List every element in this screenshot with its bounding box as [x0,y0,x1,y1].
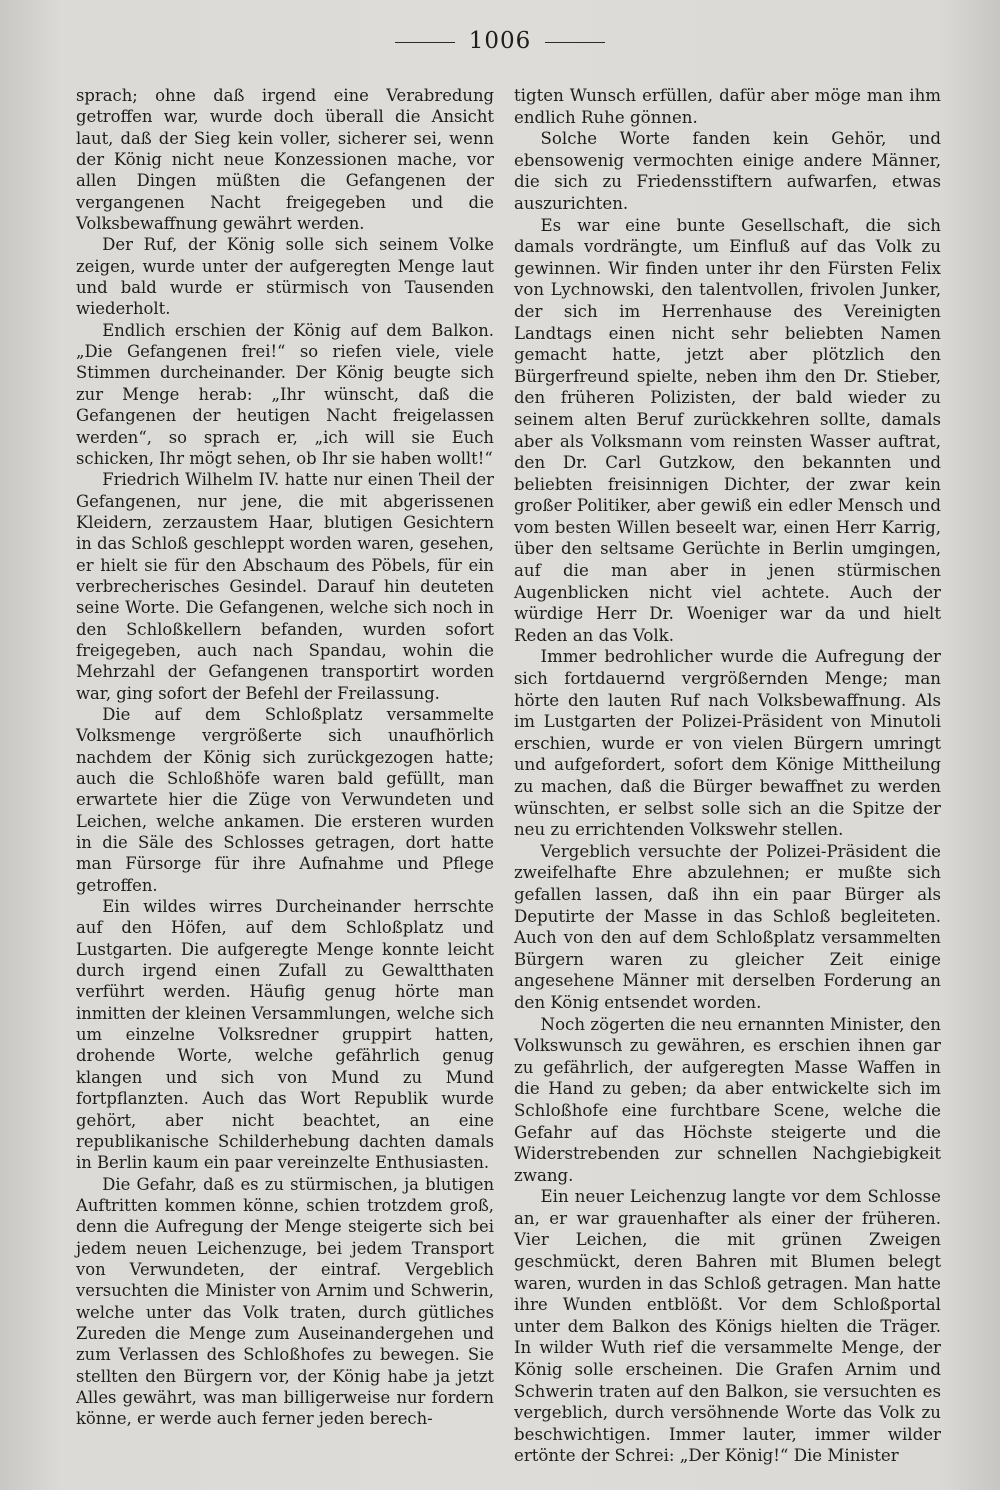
page-number: 1006 [468,28,532,54]
paragraph: Solche Worte fanden kein Gehör, und ebensowenig vermochten einige andere Männer, die sich zu Friedensstiftern aufwarfen, etwas auszurichten. [514,129,941,213]
header-rule-right [545,42,605,43]
paragraph: Der Ruf, der König solle sich seinem Volke zeigen, wurde unter der aufgeregten Menge laut und bald wurde er stürmisch von Tausenden wiederholt. [76,235,494,319]
header-rule-left [395,42,455,43]
paragraph: Endlich erschien der König auf dem Balkon. „Die Gefangenen frei!“ so riefen viele, viele Stimmen durcheinander. Der König beugte sich zur Menge herab: „Ihr wünscht, daß die Gefangenen der heutigen Nacht freigelassen werden“, so sprach er, „ich will sie Euch schicken, Ihr mögt sehen, ob Ihr sie haben wollt!“ [76,320,494,468]
left-column [76,85,494,1430]
paragraph: Es war eine bunte Gesellschaft, die sich damals vordrängte, um Einfluß auf das Volk zu gewinnen. Wir finden unter ihr den Fürsten Felix von Lychnowski, den talentvollen, frivolen Junker, der sich im Herrenhause des Vereinigten Landtags einen nicht sehr beliebten Namen gemacht hatte, jetzt aber plötzlich den Bürgerfreund spielte, neben ihm den Dr. Stieber, den früheren Polizisten, der bald wieder zu seinem alten Beruf zurückkehren sollte, damals aber als Volksmann vom reinsten Wasser auftrat, den Dr. Carl Gutzkow, den bekannten und beliebten freisinnigen Dichter, der zwar kein großer Politiker, aber gewiß ein edler Mensch und vom besten Willen beseelt war, einen Herr Karrig, über den seltsame Gerüchte in Berlin umgingen, auf die man aber in jenen stürmischen Augenblicken nicht viel achtete. Auch der würdige Herr Dr. Woeniger war da und hielt Reden an das Volk. [514,215,941,645]
paragraph: sprach; ohne daß irgend eine Verabredung getroffen war, wurde doch überall die Ansicht laut, daß der Sieg kein voller, sicherer sei, wenn der König nicht neue Konzessionen mache, vor allen Dingen müßten die Gefangenen der vergangenen Nacht freigegeben und die Volksbewaffnung gewährt werden. [76,86,494,234]
paragraph: Vergeblich versuchte der Polizei-Präsident die zweifelhafte Ehre abzulehnen; er mußte sich gefallen lassen, daß ihn ein paar Bürger als Deputirte der Masse in das Schloß begleiteten. Auch von den auf dem Schloßplatz versammelten Bürgern waren zu gleicher Zeit einige angesehene Männer mit derselben Forderung an den König entsendet worden. [514,841,941,1012]
paragraph: Die Gefahr, daß es zu stürmischen, ja blutigen Auftritten kommen könne, schien trotzdem groß, denn die Aufregung der Menge steigerte sich bei jedem neuen Leichenzuge, bei jedem Transport von Verwundeten, der eintraf. Vergeblich versuchten die Minister von Arnim und Schwerin, welche unter das Volk traten, durch gütliches Zureden die Menge zum Auseinandergehen und zum Verlassen des Schloßhofes zu bewegen. Sie stellten den Bürgern vor, der König habe ja jetzt Alles gewährt, was man billigerweise nur fordern könne, er werde auch ferner jeden berech- [76,1174,494,1429]
paragraph: Ein wildes wirres Durcheinander herrschte auf den Höfen, auf dem Schloßplatz und Lustgarten. Die aufgeregte Menge konnte leicht durch irgend einen Zufall zu Gewaltthaten verführt werden. Häufig genug hörte man inmitten der kleinen Versammlungen, welche sich um einzelne Volksredner gruppirt hatten, drohende Worte, welche gefährlich genug klangen und sich von Mund zu Mund fortpflanzten. Auch das Wort Republik wurde gehört, aber nicht beachtet, an eine republikanische Schilderhebung dachten damals in Berlin kaum ein paar vereinzelte Enthusiasten. [76,897,494,1173]
paragraph: Noch zögerten die neu ernannten Minister, den Volkswunsch zu gewähren, es erschien ihnen gar zu gefährlich, der aufgeregten Masse Waffen in die Hand zu geben; da aber entwickelte sich im Schloßhofe eine furchtbare Scene, welche die Gefahr auf das Höchste steigerte und die Widerstrebenden zur schnellen Nachgiebigkeit zwang. [514,1014,941,1185]
paragraph: Ein neuer Leichenzug langte vor dem Schlosse an, er war grauenhafter als einer der früheren. Vier Leichen, die mit grünen Zweigen geschmückt, deren Bahren mit Blumen belegt waren, wurden in das Schloß getragen. Man hatte ihre Wunden entblößt. Vor dem Schloßportal unter dem Balkon des Königs hielten die Träger. In wilder Wuth rief die versammelte Menge, der König solle erscheinen. Die Grafen Arnim und Schwerin traten auf den Balkon, sie versuchten es vergeblich, durch versöhnende Worte das Volk zu beschwichtigen. Immer lauter, immer wilder ertönte der Schrei: „Der König!“ Die Minister [514,1187,941,1466]
paragraph: Friedrich Wilhelm IV. hatte nur einen Theil der Gefangenen, nur jene, die mit abgerissenen Kleidern, zerzaustem Haar, blutigen Gesichtern in das Schloß geschleppt worden waren, gesehen, er hielt sie für den Abschaum des Pöbels, für ein verbrecherisches Gesindel. Darauf hin deuteten seine Worte. Die Gefangenen, welche sich noch in den Schloßkellern befanden, wurden sofort freigegeben, auch nach Spandau, wohin die Mehrzahl der Gefangenen transportirt worden war, ging sofort der Befehl der Freilassung. [76,470,494,703]
paragraph: Immer bedrohlicher wurde die Aufregung der sich fortdauernd vergrößernden Menge; man hörte den lauten Ruf nach Volksbewaffnung. Als im Lustgarten der Polizei-Präsident von Minutoli erschien, wurde er von vielen Bürgern umringt und aufgefordert, sofort dem Könige Mittheilung zu machen, daß die Bürger bewaffnet zu werden wünschten, er selbst solle sich an die Spitze der neu zu errichtenden Volkswehr stellen. [514,647,941,840]
paragraph: tigten Wunsch erfüllen, dafür aber möge man ihm endlich Ruhe gönnen. [514,86,941,127]
page-header [0,28,1000,54]
right-column [514,85,941,1467]
paragraph: Die auf dem Schloßplatz versammelte Volksmenge vergrößerte sich unaufhörlich nachdem der König sich zurückgezogen hatte; auch die Schloßhöfe waren bald gefüllt, man erwartete hier die Züge von Verwundeten und Leichen, welche ankamen. Die ersteren wurden in die Säle des Schlosses getragen, dort hatte man Fürsorge für ihre Aufnahme und Pflege getroffen. [76,704,494,895]
